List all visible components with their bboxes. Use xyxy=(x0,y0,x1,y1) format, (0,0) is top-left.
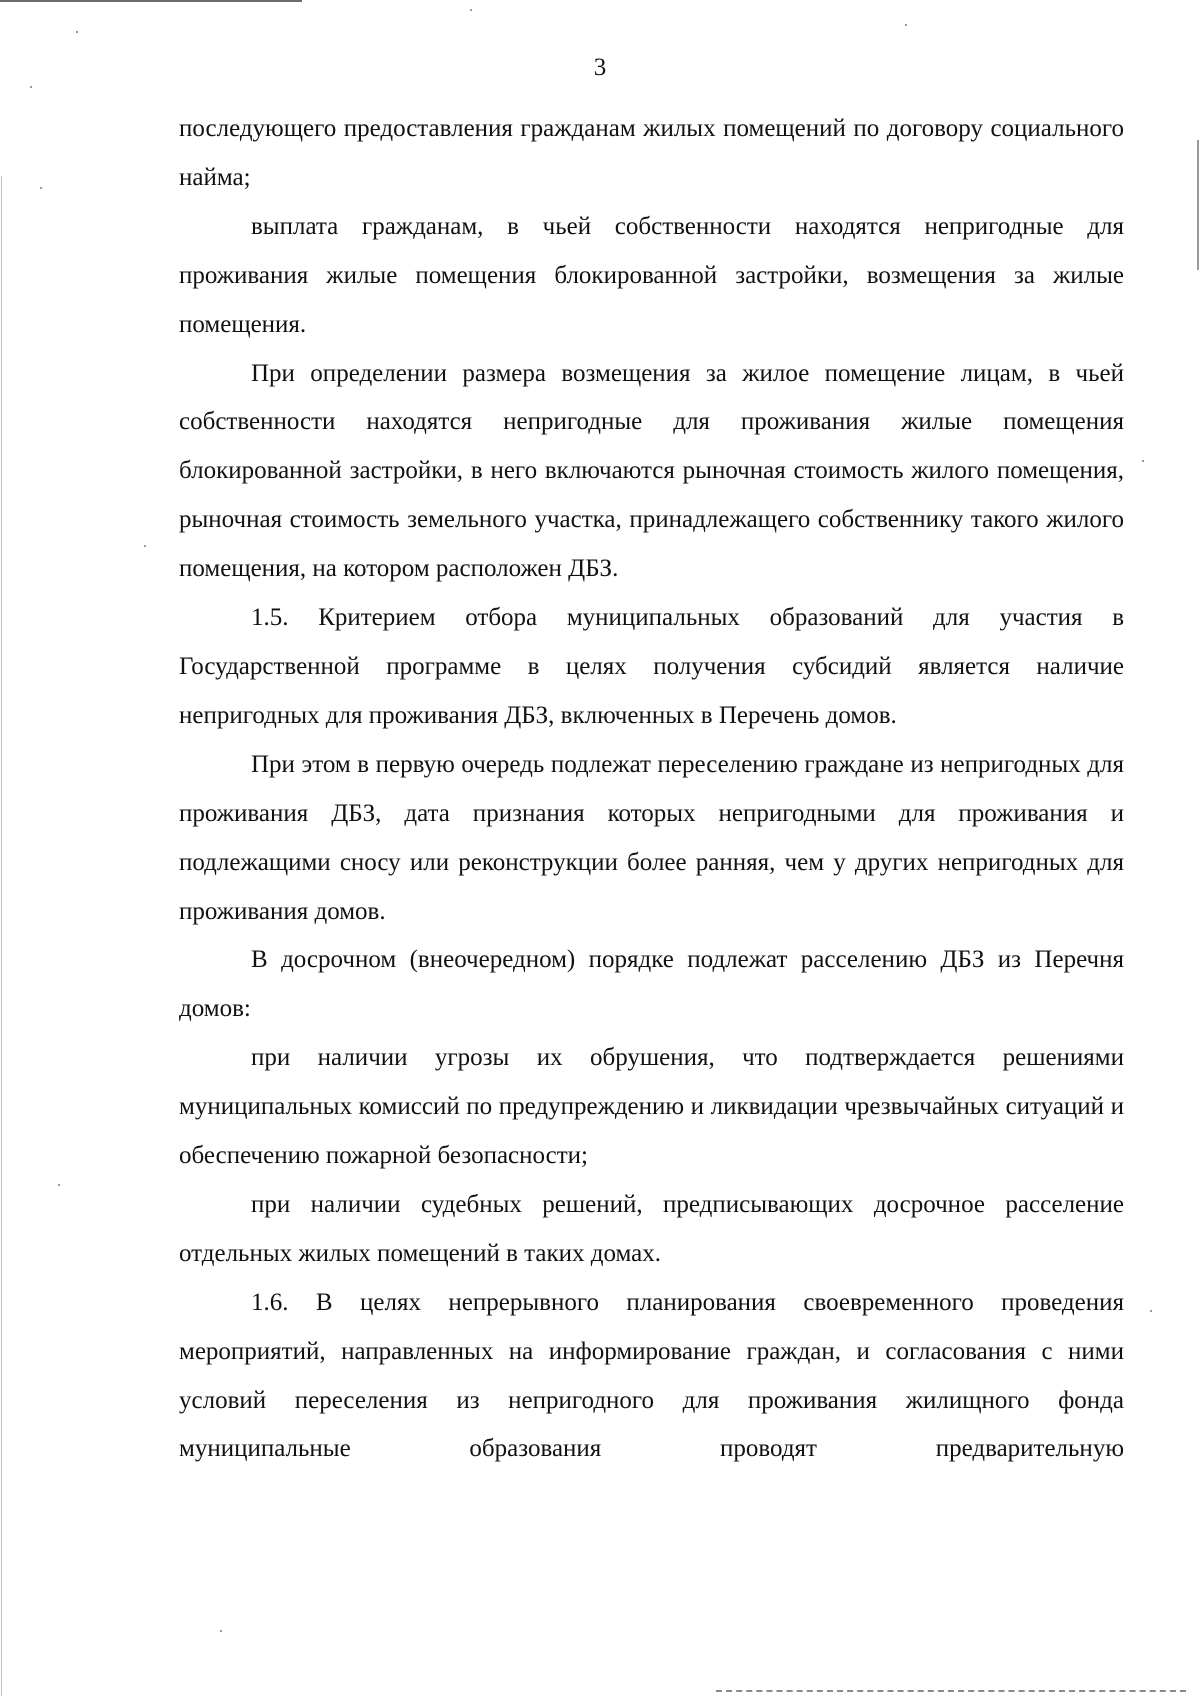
scan-edge-right xyxy=(1197,140,1199,270)
scan-edge-top xyxy=(0,0,302,2)
paragraph-section-1-6: 1.6. В целях непрерывного планирования своевременного проведения мероприятий, направленных на информирование граждан, и согласования с ними условий переселения из непригодного для проживания жилищного фонда муниципальные образования проводят предварительную xyxy=(179,1288,1124,1463)
paragraph-compensation-payment: выплата гражданам, в чьей собственности находятся непригодные для проживания жилые помещения блокированной застройки, возмещения за жилые помещения. xyxy=(179,212,1124,338)
scan-speck xyxy=(144,545,146,547)
scan-speck xyxy=(1150,1310,1152,1312)
paragraph-priority-resettlement: При этом в первую очередь подлежат переселению граждане из непригодных для проживания ДБЗ, дата признания которых непригодными для проживания и подлежащими сносу или реконструкции более ранняя, чем у других непригодных для проживания домов. xyxy=(179,750,1124,925)
paragraph-collapse-threat: при наличии угрозы их обрушения, что подтверждается решениями муниципальных комиссий по предупреждению и ликвидации чрезвычайных ситуаций и обеспечению пожарной безопасности; xyxy=(179,1044,1124,1170)
paragraph-section-1-5: 1.5. Критерием отбора муниципальных образований для участия в Государственной программе в целях получения субсидий является наличие непригодных для проживания ДБЗ, включенных в Перечень домов. xyxy=(179,604,1124,729)
page-number: 3 xyxy=(593,54,607,81)
scan-speck xyxy=(1142,460,1144,462)
paragraph-court-decisions: при наличии судебных решений, предписывающих досрочное расселение отдельных жилых помещений в таких домах. xyxy=(179,1190,1124,1267)
paragraph-compensation-amount: При определении размера возмещения за жилое помещение лицам, в чьей собственности находятся непригодные для проживания жилые помещения блокированной застройки, в него включаются рыночная стоимость жилого помещения, рыночная стоимость земельного участка, принадлежащего собственнику такого жилого помещения, на котором расположен ДБЗ. xyxy=(179,359,1124,583)
scan-speck xyxy=(40,187,42,189)
scan-speck xyxy=(905,24,907,26)
scan-speck xyxy=(30,86,32,88)
body-text xyxy=(179,105,1124,1474)
scan-edge-left xyxy=(1,176,2,1696)
paragraph-continuation: последующего предоставления гражданам жилых помещений по договору социального найма; xyxy=(179,115,1124,191)
scan-bottom-rule xyxy=(716,1690,1186,1694)
scan-speck xyxy=(58,1184,60,1186)
scan-speck xyxy=(76,31,78,33)
paragraph-early-resettlement: В досрочном (внеочередном) порядке подлежат расселению ДБЗ из Перечня домов: xyxy=(179,946,1124,1023)
scan-speck xyxy=(220,1630,222,1632)
scan-speck xyxy=(470,9,472,11)
